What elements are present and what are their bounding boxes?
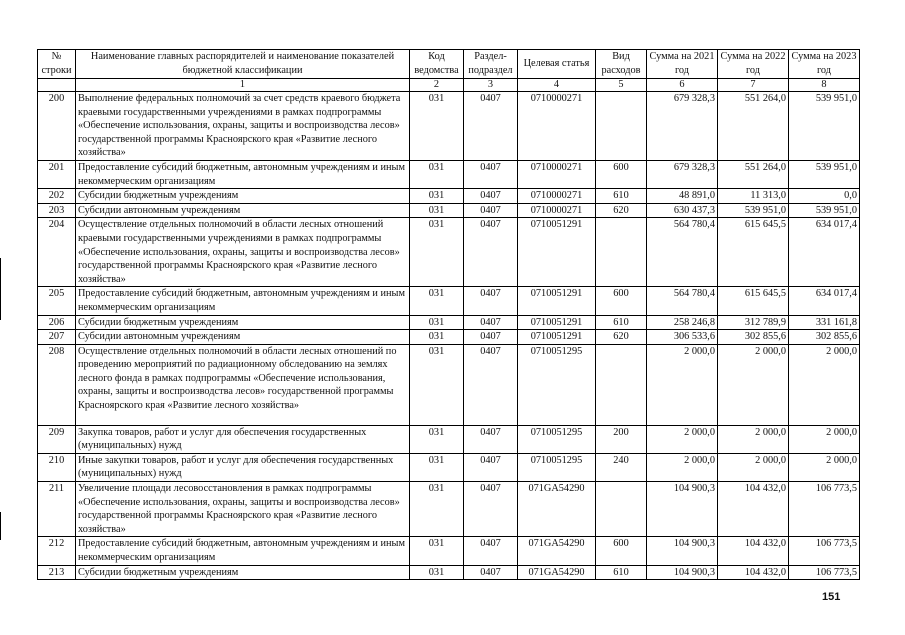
row-sum-2021: 564 780,4 xyxy=(647,287,718,315)
row-number: 206 xyxy=(38,315,76,330)
row-target: 0710051291 xyxy=(518,218,596,287)
row-number: 212 xyxy=(38,537,76,565)
row-dept-code: 031 xyxy=(410,453,464,481)
row-section: 0407 xyxy=(464,160,518,188)
column-number: 8 xyxy=(789,79,860,92)
row-sum-2022: 2 000,0 xyxy=(718,425,789,453)
row-sum-2023: 539 951,0 xyxy=(789,203,860,218)
row-sum-2021: 104 900,3 xyxy=(647,537,718,565)
row-sum-2022: 312 789,9 xyxy=(718,315,789,330)
row-dept-code: 031 xyxy=(410,482,464,537)
row-sum-2022: 615 645,5 xyxy=(718,287,789,315)
table-row xyxy=(38,425,860,453)
header-name: Наименование главных распорядителей и наименование показателей бюджетной классификации xyxy=(76,50,410,79)
column-number: 5 xyxy=(596,79,647,92)
header-sum-2023: Сумма на 2023 год xyxy=(789,50,860,79)
row-sum-2023: 2 000,0 xyxy=(789,425,860,453)
header-exp-type: Вид расходов xyxy=(596,50,647,79)
row-sum-2021: 104 900,3 xyxy=(647,565,718,580)
row-sum-2021: 306 533,6 xyxy=(647,330,718,345)
row-dept-code: 031 xyxy=(410,537,464,565)
row-target: 0710051291 xyxy=(518,315,596,330)
header-target: Целевая статья xyxy=(518,50,596,79)
row-sum-2023: 331 161,8 xyxy=(789,315,860,330)
row-sum-2022: 104 432,0 xyxy=(718,537,789,565)
row-exp-type: 620 xyxy=(596,330,647,345)
row-exp-type xyxy=(596,344,647,425)
row-name: Субсидии автономным учреждениям xyxy=(76,203,410,218)
row-dept-code: 031 xyxy=(410,344,464,425)
row-name: Субсидии бюджетным учреждениям xyxy=(76,189,410,204)
column-number: 3 xyxy=(464,79,518,92)
row-target: 0710051291 xyxy=(518,330,596,345)
table-row xyxy=(38,315,860,330)
row-number: 205 xyxy=(38,287,76,315)
row-section: 0407 xyxy=(464,218,518,287)
table-row xyxy=(38,330,860,345)
column-number-row xyxy=(38,79,860,92)
row-exp-type: 200 xyxy=(596,425,647,453)
row-dept-code: 031 xyxy=(410,189,464,204)
table-row xyxy=(38,160,860,188)
row-dept-code: 031 xyxy=(410,425,464,453)
row-exp-type: 600 xyxy=(596,537,647,565)
row-number: 210 xyxy=(38,453,76,481)
row-section: 0407 xyxy=(464,453,518,481)
row-exp-type: 620 xyxy=(596,203,647,218)
row-name: Иные закупки товаров, работ и услуг для обеспечения государственных (муниципальных) нужд xyxy=(76,453,410,481)
row-dept-code: 031 xyxy=(410,565,464,580)
left-margin-mark xyxy=(0,512,1,540)
row-sum-2021: 679 328,3 xyxy=(647,160,718,188)
row-sum-2023: 106 773,5 xyxy=(789,482,860,537)
row-section: 0407 xyxy=(464,537,518,565)
column-number xyxy=(38,79,76,92)
header-sum-2021: Сумма на 2021 год xyxy=(647,50,718,79)
row-sum-2022: 11 313,0 xyxy=(718,189,789,204)
row-name: Предоставление субсидий бюджетным, автономным учреждениям и иным некоммерческим организациям xyxy=(76,537,410,565)
row-sum-2021: 564 780,4 xyxy=(647,218,718,287)
row-sum-2022: 551 264,0 xyxy=(718,92,789,161)
row-number: 211 xyxy=(38,482,76,537)
row-name: Выполнение федеральных полномочий за счет средств краевого бюджета краевыми государственными учреждениями в рамках подпрограммы «Обеспечение использования, охраны, защиты и воспроизводства лесов» государственной программы Красноярского края «Развитие лесного хозяйства» xyxy=(76,92,410,161)
row-name: Увеличение площади лесовосстановления в рамках подпрограммы «Обеспечение использования, охраны, защиты и воспроизводства лесов» государственной программы Красноярского края «Развитие лесного хозяйства» xyxy=(76,482,410,537)
header-section: Раздел-подраздел xyxy=(464,50,518,79)
row-exp-type xyxy=(596,218,647,287)
row-name: Осуществление отдельных полномочий в области лесных отношений по проведению мероприятий по радиационному обследованию на землях лесного фонда в рамках подпрограммы «Обеспечение использования, охраны, защиты и воспроизводства лесов» государственной программы Красноярского края «Развитие лесного хозяйства» xyxy=(76,344,410,425)
row-sum-2023: 2 000,0 xyxy=(789,344,860,425)
row-sum-2023: 539 951,0 xyxy=(789,92,860,161)
row-sum-2023: 539 951,0 xyxy=(789,160,860,188)
row-dept-code: 031 xyxy=(410,330,464,345)
row-sum-2021: 2 000,0 xyxy=(647,344,718,425)
header-sum-2022: Сумма на 2022 год xyxy=(718,50,789,79)
row-section: 0407 xyxy=(464,482,518,537)
row-name: Закупка товаров, работ и услуг для обеспечения государственных (муниципальных) нужд xyxy=(76,425,410,453)
row-sum-2023: 106 773,5 xyxy=(789,565,860,580)
row-target: 0710000271 xyxy=(518,203,596,218)
page-number: 151 xyxy=(822,591,841,603)
row-sum-2022: 2 000,0 xyxy=(718,344,789,425)
row-section: 0407 xyxy=(464,92,518,161)
row-target: 0710051295 xyxy=(518,453,596,481)
row-target: 071GA54290 xyxy=(518,565,596,580)
row-name: Субсидии автономным учреждениям xyxy=(76,330,410,345)
row-section: 0407 xyxy=(464,315,518,330)
row-number: 202 xyxy=(38,189,76,204)
row-sum-2022: 104 432,0 xyxy=(718,565,789,580)
row-name: Осуществление отдельных полномочий в области лесных отношений краевыми государственными учреждениями в рамках подпрограммы «Обеспечение использования, охраны, защиты и воспроизводства лесов» государственной программы Красноярского края «Развитие лесного хозяйства» xyxy=(76,218,410,287)
row-sum-2022: 104 432,0 xyxy=(718,482,789,537)
left-margin-mark xyxy=(0,258,1,320)
row-name: Предоставление субсидий бюджетным, автономным учреждениям и иным некоммерческим организациям xyxy=(76,287,410,315)
row-exp-type: 610 xyxy=(596,189,647,204)
row-target: 0710051295 xyxy=(518,425,596,453)
row-name: Субсидии бюджетным учреждениям xyxy=(76,565,410,580)
column-number: 2 xyxy=(410,79,464,92)
table-row xyxy=(38,218,860,287)
row-number: 201 xyxy=(38,160,76,188)
row-section: 0407 xyxy=(464,287,518,315)
row-target: 0710000271 xyxy=(518,160,596,188)
row-target: 0710000271 xyxy=(518,189,596,204)
row-number: 213 xyxy=(38,565,76,580)
row-sum-2023: 106 773,5 xyxy=(789,537,860,565)
row-sum-2022: 539 951,0 xyxy=(718,203,789,218)
row-sum-2023: 302 855,6 xyxy=(789,330,860,345)
row-number: 200 xyxy=(38,92,76,161)
table-row xyxy=(38,344,860,425)
row-section: 0407 xyxy=(464,189,518,204)
row-section: 0407 xyxy=(464,565,518,580)
row-dept-code: 031 xyxy=(410,203,464,218)
row-number: 208 xyxy=(38,344,76,425)
row-sum-2023: 634 017,4 xyxy=(789,287,860,315)
column-number: 7 xyxy=(718,79,789,92)
header-row-no: № строки xyxy=(38,50,76,79)
row-number: 207 xyxy=(38,330,76,345)
row-number: 203 xyxy=(38,203,76,218)
row-sum-2021: 679 328,3 xyxy=(647,92,718,161)
table-row xyxy=(38,92,860,161)
row-section: 0407 xyxy=(464,425,518,453)
row-sum-2021: 48 891,0 xyxy=(647,189,718,204)
row-exp-type xyxy=(596,92,647,161)
row-exp-type: 600 xyxy=(596,287,647,315)
row-dept-code: 031 xyxy=(410,218,464,287)
row-sum-2022: 302 855,6 xyxy=(718,330,789,345)
table-row xyxy=(38,189,860,204)
budget-table xyxy=(37,49,860,580)
row-number: 204 xyxy=(38,218,76,287)
row-exp-type xyxy=(596,482,647,537)
row-exp-type: 240 xyxy=(596,453,647,481)
row-sum-2022: 551 264,0 xyxy=(718,160,789,188)
row-exp-type: 610 xyxy=(596,315,647,330)
row-target: 0710000271 xyxy=(518,92,596,161)
table-row xyxy=(38,482,860,537)
row-dept-code: 031 xyxy=(410,160,464,188)
row-target: 071GA54290 xyxy=(518,537,596,565)
row-section: 0407 xyxy=(464,203,518,218)
table-header-row xyxy=(38,50,860,79)
row-section: 0407 xyxy=(464,344,518,425)
row-target: 0710051291 xyxy=(518,287,596,315)
column-number: 1 xyxy=(76,79,410,92)
row-section: 0407 xyxy=(464,330,518,345)
row-sum-2021: 104 900,3 xyxy=(647,482,718,537)
table-row xyxy=(38,287,860,315)
column-number: 6 xyxy=(647,79,718,92)
column-number: 4 xyxy=(518,79,596,92)
row-sum-2022: 2 000,0 xyxy=(718,453,789,481)
row-sum-2022: 615 645,5 xyxy=(718,218,789,287)
row-name: Предоставление субсидий бюджетным, автономным учреждениям и иным некоммерческим организациям xyxy=(76,160,410,188)
row-name: Субсидии бюджетным учреждениям xyxy=(76,315,410,330)
row-exp-type: 600 xyxy=(596,160,647,188)
row-exp-type: 610 xyxy=(596,565,647,580)
row-sum-2023: 2 000,0 xyxy=(789,453,860,481)
table-row xyxy=(38,453,860,481)
row-dept-code: 031 xyxy=(410,92,464,161)
row-sum-2021: 630 437,3 xyxy=(647,203,718,218)
table-row xyxy=(38,565,860,580)
table-row xyxy=(38,537,860,565)
row-target: 0710051295 xyxy=(518,344,596,425)
row-sum-2021: 2 000,0 xyxy=(647,425,718,453)
row-dept-code: 031 xyxy=(410,287,464,315)
header-dept-code: Код ведомства xyxy=(410,50,464,79)
row-sum-2021: 258 246,8 xyxy=(647,315,718,330)
row-sum-2023: 634 017,4 xyxy=(789,218,860,287)
row-dept-code: 031 xyxy=(410,315,464,330)
row-sum-2023: 0,0 xyxy=(789,189,860,204)
row-target: 071GA54290 xyxy=(518,482,596,537)
table-row xyxy=(38,203,860,218)
row-number: 209 xyxy=(38,425,76,453)
row-sum-2021: 2 000,0 xyxy=(647,453,718,481)
